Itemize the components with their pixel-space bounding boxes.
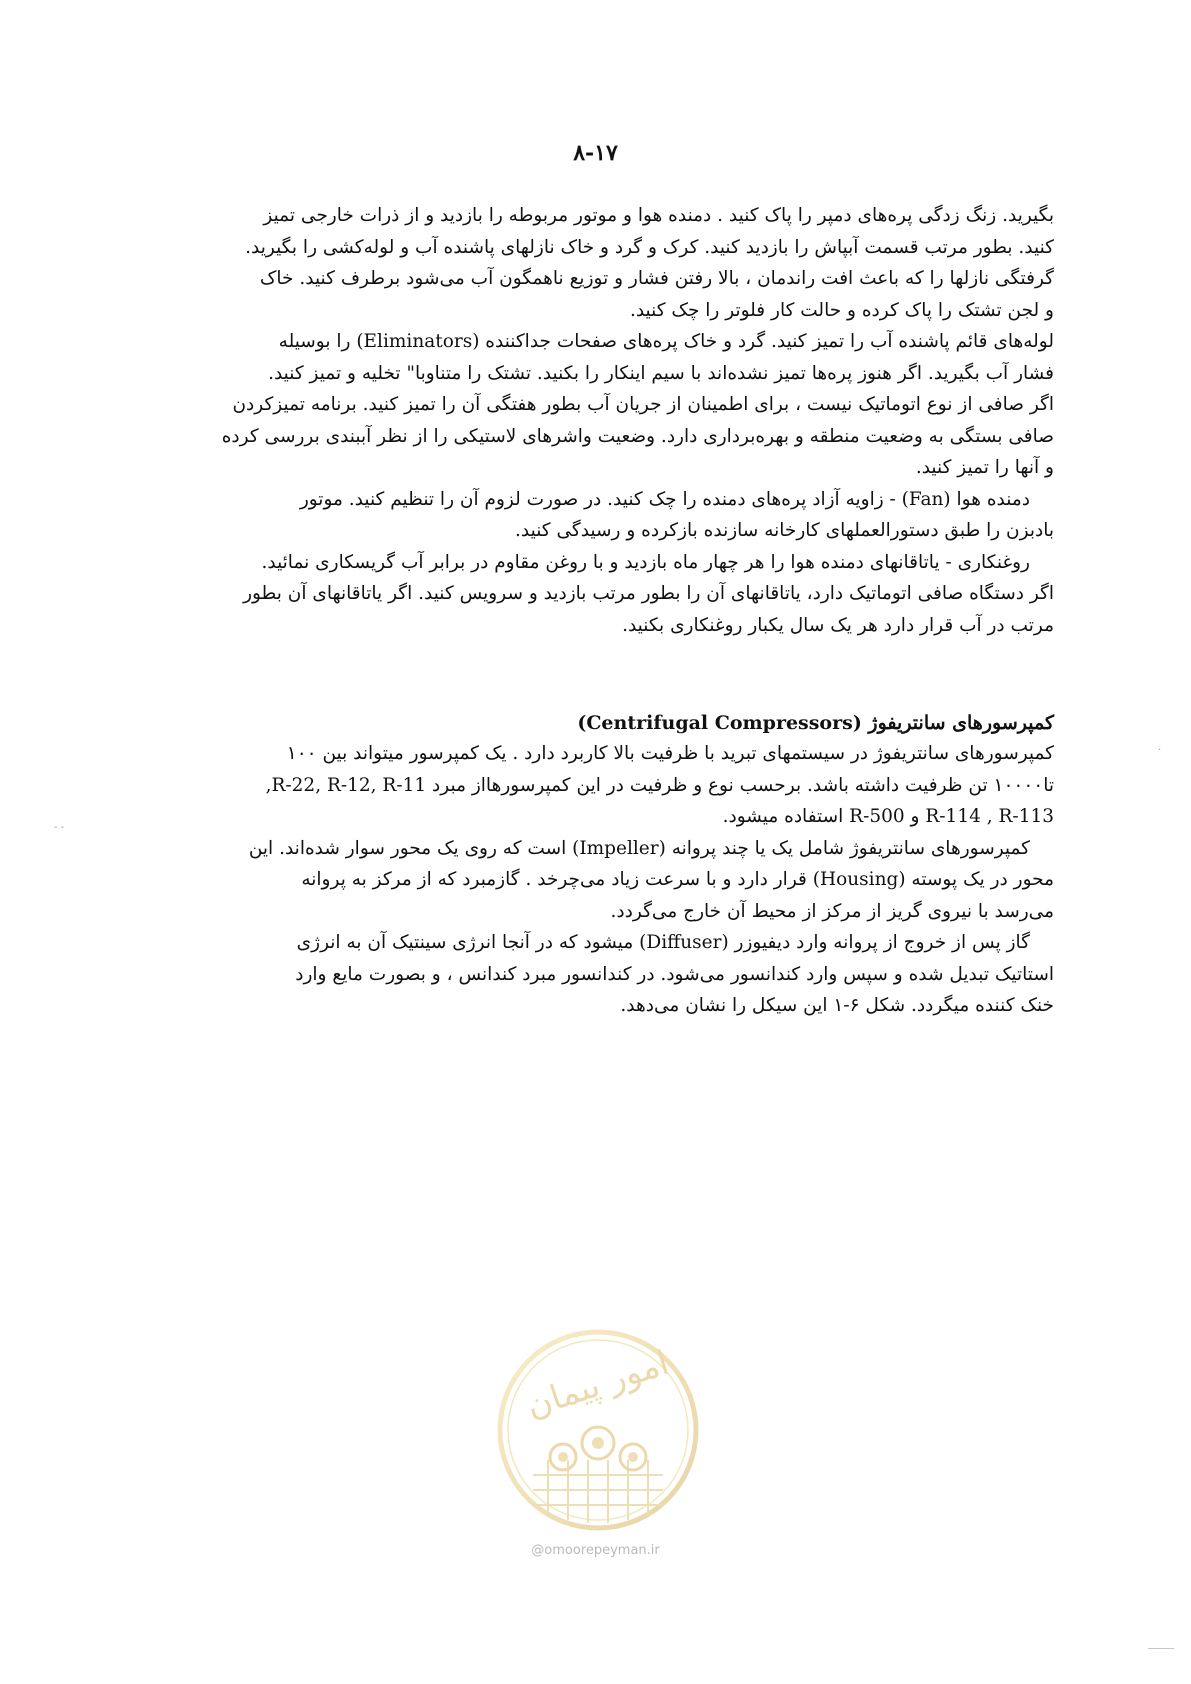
- impeller-line: می‌رسد با نیروی گریز از مرکز از محیط آن خارج می‌گردد.: [610, 900, 1054, 922]
- impeller-line: محور در یک پوسته (Housing) قرار دارد و با سرعت زیاد می‌چرخد . گازمبرد که از مرکز به پروانه: [301, 869, 1054, 890]
- impeller-line: کمپرسورهای سانتریفوژ شامل یک یا چند پروانه (Impeller) است که روی یک محور سوار شده‌اند. این: [248, 837, 1030, 859]
- eliminators-line: لوله‌های قائم پاشنده آب را تمیز کنید. گرد و خاک پره‌های صفحات جداکننده (Eliminators) را بوسیله: [278, 331, 1054, 352]
- lubrication-line: مرتب در آب قرار دارد هر یک سال یکبار روغنکاری بکنید.: [622, 614, 1054, 636]
- section-heading: کمپرسورهای سانتریفوژ (Centrifugal Compressors): [577, 712, 1054, 734]
- maintenance-line: و لجن تشتک را پاک کرده و حالت کار فلوتر را چک کنید.: [629, 299, 1054, 321]
- scan-artifact: .: [1158, 742, 1162, 753]
- intro-line: R-114 , R-113 و R-500 استفاده میشود.: [722, 806, 1054, 827]
- diffuser-line: استاتیک تبدیل شده و سپس وارد کندانسور می‌شود. در کندانسور مبرد کندانس ، و بصورت مایع وارد: [295, 963, 1054, 985]
- lubrication-line: روغنکاری - یاتاقانهای دمنده هوا را هر چهار ماه بازدید و با روغن مقاوم در برابر آب گریسکاری نمائید.: [261, 551, 1030, 573]
- eliminators-line: اگر صافی از نوع اتوماتیک نیست ، برای اطمینان از جریان آب بطور هفتگی آن را تمیز کنید. برنامه تمیزکردن: [232, 394, 1054, 415]
- intro-line: کمپرسورهای سانتریفوژ در سیستمهای تبرید با ظرفیت بالا کاربرد دارد . یک کمپرسور میتواند بین ۱۰۰: [286, 743, 1054, 764]
- intro-line: تا۱۰۰۰۰ تن ظرفیت داشته باشد. برحسب نوع و ظرفیت در این کمپرسورهااز مبرد R-22, R-12, R-11,: [265, 774, 1054, 796]
- centrifugal-section: [148, 708, 1054, 1022]
- diffuser-line: گاز پس از خروج از پروانه وارد دیفیوزر (Diffuser) میشود که در آنجا انرژی سینتیک آن به انرژی: [296, 932, 1030, 953]
- watermark-logo: [493, 1325, 703, 1535]
- fan-line: دمنده هوا (Fan) - زاویه آزاد پره‌های دمنده را چک کنید. در صورت لزوم آن را تنظیم کنید. موتور: [299, 488, 1030, 510]
- diffuser-line: خنک کننده میگردد. شکل ۶-۱ این سیکل را نشان می‌دهد.: [620, 995, 1054, 1016]
- maintenance-section: [148, 200, 1054, 641]
- page-edge-mark: [1148, 1648, 1174, 1649]
- maintenance-line: کنید. بطور مرتب قسمت آبپاش را بازدید کنید. کرک و گرد و خاک نازلهای پاشنده آب و لوله‌کشی را بگیرید.: [245, 236, 1054, 258]
- watermark-logo-text: امور پیمان: [521, 1342, 674, 1427]
- eliminators-line: صافی بستگی به وضعیت منطقه و بهره‌برداری دارد. وضعیت واشرهای لاستیکی را از نظر آببندی بررسی کرده: [221, 425, 1054, 447]
- eliminators-line: فشار آب بگیرید. اگر هنوز پره‌ها تمیز نشده‌اند با سیم اینکار را بکنید. تشتک را متناوبا" تخلیه و تمیز کنید.: [268, 362, 1054, 384]
- eliminators-line: و آنها را تمیز کنید.: [915, 457, 1054, 478]
- watermark-emblem-icon: [493, 1325, 703, 1535]
- scan-artifact: - -: [54, 822, 64, 833]
- page-number: ۸-۱۷: [573, 140, 618, 166]
- watermark-url: @omoorepeyman.ir: [531, 1543, 660, 1558]
- lubrication-line: اگر دستگاه صافی اتوماتیک دارد، یاتاقانهای آن را بطور مرتب بازدید و سرویس کنید. اگر یاتاقانهای آن بطور: [243, 583, 1054, 604]
- fan-line: بادبزن را طبق دستورالعملهای کارخانه سازنده بازکرده و رسیدگی کنید.: [515, 520, 1054, 541]
- maintenance-line: بگیرید. زنگ زدگی پره‌های دمپر را پاک کنید . دمنده هوا و موتور مربوطه را بازدید و از ذرات خارجی تمیز: [263, 205, 1054, 226]
- maintenance-line: گرفتگی نازلها را که باعث افت راندمان ، بالا رفتن فشار و توزیع ناهمگون آب می‌شود برطرف کنید. خاک: [259, 268, 1054, 289]
